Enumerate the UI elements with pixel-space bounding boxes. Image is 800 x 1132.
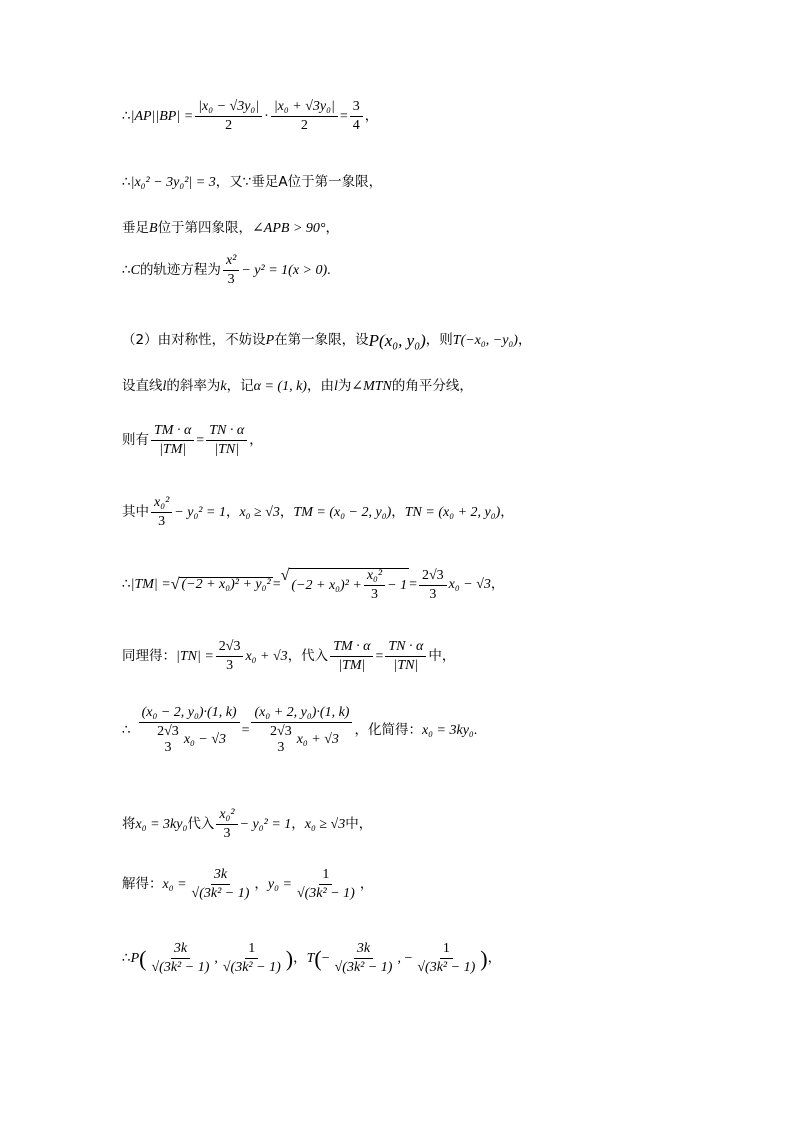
fraction: $\frac{TN \cdot \alpha}{|TN|}$ (206, 424, 247, 457)
fraction: $\frac{3k}{\text{√(3k² − 1)}}$ (191, 867, 250, 901)
eq-line-12: 将 x₀ = 3ky₀ 代入 $\frac{\text{x₀²}}{3}$ − y₀² = 1 ， x₀ ≥ √3 中， (122, 807, 373, 841)
vector-tn: TN = (x₀ + 2, y₀) (404, 504, 501, 520)
eq-line-7: 则有 $\frac{TM \cdot \alpha}{|TM|}$ = $\frac{TN \cdot \alpha}{|TN|}$ ， (122, 423, 263, 457)
eq-line-2: ∴ |x₀² − 3y₀²| = 3 ，又∵垂足A位于第一象限， (122, 174, 383, 191)
eq-line-5: （2）由对称性，不妨设 P 在第一象限，设 P(x₀, y₀) ，则 T(−x₀, −y₀) ， (122, 331, 532, 350)
vector-alpha: α = (1, k) (253, 379, 307, 394)
fraction: $\frac{\text{x₀²}}{3}$ (151, 496, 172, 529)
fraction: (x₀ + 2, y₀)·(1, k) 2√3 3 x₀ + √3 (251, 706, 352, 755)
fraction: $\frac{TM \cdot \alpha}{|TM|}$ (330, 640, 373, 673)
eq-line-13: 解得： x₀ = $\frac{3k}{\text{√(3k² − 1)}}$ ， y₀ = $\frac{1}{\text{√(3k² − 1)}}$ ， (122, 867, 374, 901)
therefore-symbol: ∴ (122, 949, 131, 966)
therefore-symbol: ∴ (122, 576, 131, 593)
eq-line-3: 垂足 B 位于第四象限， ∠APB > 90° ， (122, 220, 339, 237)
fraction: $\frac{3k}{\text{√(3k² − 1)}}$ (151, 941, 210, 975)
fraction: $\frac{2√3}{3}$ (216, 640, 244, 673)
fraction: $\frac{TN \cdot \alpha}{|TN|}$ (385, 640, 426, 673)
eq-line-8: 其中 $\frac{\text{x₀²}}{3}$ − y₀² = 1 ， x₀ ≥ √3 ， TM = (x₀ − 2, y₀) ， TN = (x₀ + 2, y₀) ， (122, 495, 514, 529)
vector-tm: TM = (x₀ − 2, y₀) (293, 504, 392, 520)
eq-line-1: ∴ |AP||BP| = $\frac{\text{|x₀ − √3y₀|}}{2}$ · $\frac{\text{|x₀ + √3y₀|}}{2}$ = $\frac{3}{4}$ ， (122, 99, 379, 133)
fraction: 2√3 3 (270, 724, 292, 755)
point-t: T(−x₀, −y₀) (452, 332, 518, 348)
eq-line-6: 设直线 l 的斜率为 k ，记 α = (1, k) ，由 l 为 ∠MTN 的角平分线， (122, 378, 473, 395)
fraction: $\frac{2√3}{3}$ (419, 569, 447, 602)
fraction: $\frac{3}{4}$ (350, 100, 363, 133)
abs-expression: |x₀² − 3y₀²| = 3 (130, 175, 216, 190)
fraction: (x₀ − 2, y₀)·(1, k) 2√3 3 x₀ − √3 (139, 706, 240, 755)
simplified-result: x₀ = 3ky₀ (421, 722, 474, 738)
fraction: $\frac{\text{|x₀ − √3y₀|}}{2}$ (195, 100, 262, 133)
angle-apb: ∠APB > 90° (252, 221, 326, 236)
fraction: $\frac{\text{x²}}{3}$ (223, 254, 239, 287)
fraction: $\frac{\text{|x₀ + √3y₀|}}{2}$ (271, 100, 338, 133)
angle-mtn: ∠MTN (351, 379, 392, 394)
fraction: $\frac{\text{x₀²}}{3}$ (216, 808, 237, 841)
fraction: $\frac{3k}{\text{√(3k² − 1)}}$ (334, 941, 393, 975)
therefore-symbol: ∴ (122, 174, 131, 191)
fraction: $\frac{TM \cdot \alpha}{|TM|}$ (151, 424, 194, 457)
fraction: 2√3 3 (157, 724, 179, 755)
eq-line-14: ∴ P ( $\frac{3k}{\text{√(3k² − 1)}}$ , $\frac{1}{\text{√(3k² − 1)}}$ ) ， T ( − $\frac{3k}{\text{√(3k² − 1)}}$ , − $\frac{1}{\text{√(3k² − 1)}}$ ) ， (122, 941, 502, 975)
eq-line-10: 同理得： |TN| = $\frac{2√3}{3}$ x₀ + √3 ，代入 $\frac{TM \cdot \alpha}{|TM|}$ = $\frac{TN \cdot \alpha}{|TN|}$ 中， (122, 639, 456, 673)
fraction: $\frac{1}{\text{√(3k² − 1)}}$ (296, 867, 355, 901)
lhs-ap-bp: |AP||BP| = (130, 108, 194, 124)
point-p: P(x₀, y₀) (368, 331, 426, 350)
eq-line-4: ∴ C 的轨迹方程为 $\frac{\text{x²}}{3}$ − y² = 1(x > 0) . (122, 253, 331, 287)
sqrt: √ (−2 + x₀)² + $\frac{\text{x₀²}}{3}$ − 1 (280, 567, 408, 602)
fraction: $\frac{\text{x₀²}}{3}$ (364, 569, 385, 602)
fraction: $\frac{1}{\text{√(3k² − 1)}}$ (417, 941, 476, 975)
therefore-symbol: ∴ (122, 107, 131, 124)
eq-line-9: ∴ |TM| = √ (−2 + x₀)² + y₀² = √ (−2 + x₀)² + $\frac{\text{x₀²}}{3}$ − 1 = $\frac{2√3}{3}$ x₀ − √3 ， (122, 567, 505, 602)
sqrt: √ (−2 + x₀)² + y₀² (170, 576, 271, 593)
therefore-symbol: ∴ (122, 721, 131, 738)
therefore-symbol: ∴ (122, 261, 131, 278)
fraction: $\frac{1}{\text{√(3k² − 1)}}$ (222, 941, 281, 975)
eq-line-11: ∴ (x₀ − 2, y₀)·(1, k) 2√3 3 x₀ − √3 = (x₀ + 2, y₀)·(1, k) 2√3 3 x₀ + √3 ，化简得： x₀ = 3ky₀ . (122, 705, 478, 755)
